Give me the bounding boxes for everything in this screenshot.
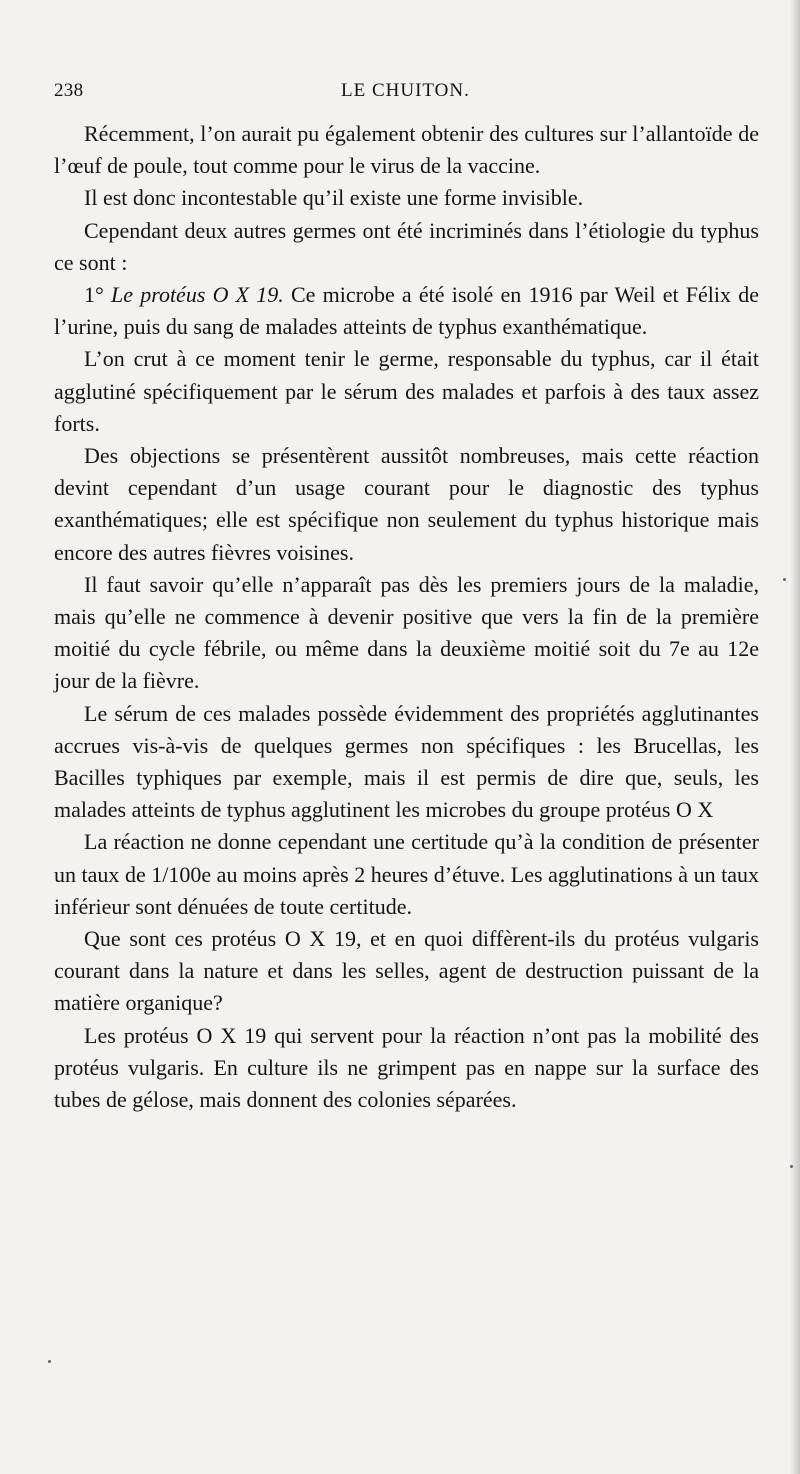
paragraph-4 <box>54 279 759 343</box>
running-title: LE CHUITON. <box>341 80 470 101</box>
paragraph-9: La réaction ne donne cependant une certitude qu’à la condition de présenter un taux de 1/100e au moins après 2 heures d’étuve. Les agglutinations à un taux inférieur sont dénuées de toute certitude. <box>54 829 759 919</box>
paragraph-4-text: Ce microbe a été isolé en 1916 par Weil et Félix de l’urine, puis du sang de malades atteints de typhus exanthématique. <box>54 282 759 340</box>
paper-speck <box>48 1360 51 1363</box>
list-marker: 1° <box>84 282 111 308</box>
paragraph-6: Des objections se présentèrent aussitôt nombreuses, mais cette réaction devint cependant d’un usage courant pour le diagnostic des typhus exanthématiques; elle est spécifique non seulement du typhus historique mais encore des autres fièvres voisines. <box>54 443 759 565</box>
page-header <box>54 80 759 110</box>
paragraph-2: Il est donc incontestable qu’il existe une forme invisible. <box>84 185 584 211</box>
paragraph-11: Les protéus O X 19 qui servent pour la réaction n’ont pas la mobilité des protéus vulgaris. En culture ils ne grimpent pas en nappe sur la surface des tubes de gélose, mais donnent des colonies séparées. <box>54 1022 759 1113</box>
page-number: 238 <box>54 80 84 101</box>
paragraph-1: Récemment, l’on aurait pu également obtenir des cultures sur l’allantoïde de l’œuf de poule, tout comme pour le virus de la vaccine. <box>54 121 759 179</box>
page-edge-shadow <box>790 0 800 1474</box>
italic-heading: Le protéus O X 19. <box>111 282 284 308</box>
body-text <box>54 118 759 1116</box>
paragraph-3: Cependant deux autres germes ont été incriminés dans l’étiologie du typhus ce sont : <box>54 217 759 275</box>
paragraph-7: Il faut savoir qu’elle n’apparaît pas dès les premiers jours de la maladie, mais qu’elle ne commence à devenir positive que vers la fin de la première moitié du cycle fébrile, ou même dans la deuxième moitié soit du 7e au 12e jour de la fièvre. <box>54 571 759 694</box>
paper-speck <box>783 578 786 581</box>
paragraph-10: Que sont ces protéus O X 19, et en quoi diffèrent-ils du protéus vulgaris courant dans la nature et dans les selles, agent de destruction puissant de la matière organique? <box>54 926 759 1016</box>
paragraph-8: Le sérum de ces malades possède évidemment des propriétés agglutinantes accrues vis-à-vis de quelques germes non spécifiques : les Brucellas, les Bacilles typhiques par exemple, mais il est permis de dire que, seuls, les malades atteints de typhus agglutinent les microbes du groupe protéus O X <box>54 700 759 823</box>
paragraph-5: L’on crut à ce moment tenir le germe, responsable du typhus, car il était agglutiné spécifiquement par le sérum des malades et parfois à des taux assez forts. <box>54 346 759 436</box>
